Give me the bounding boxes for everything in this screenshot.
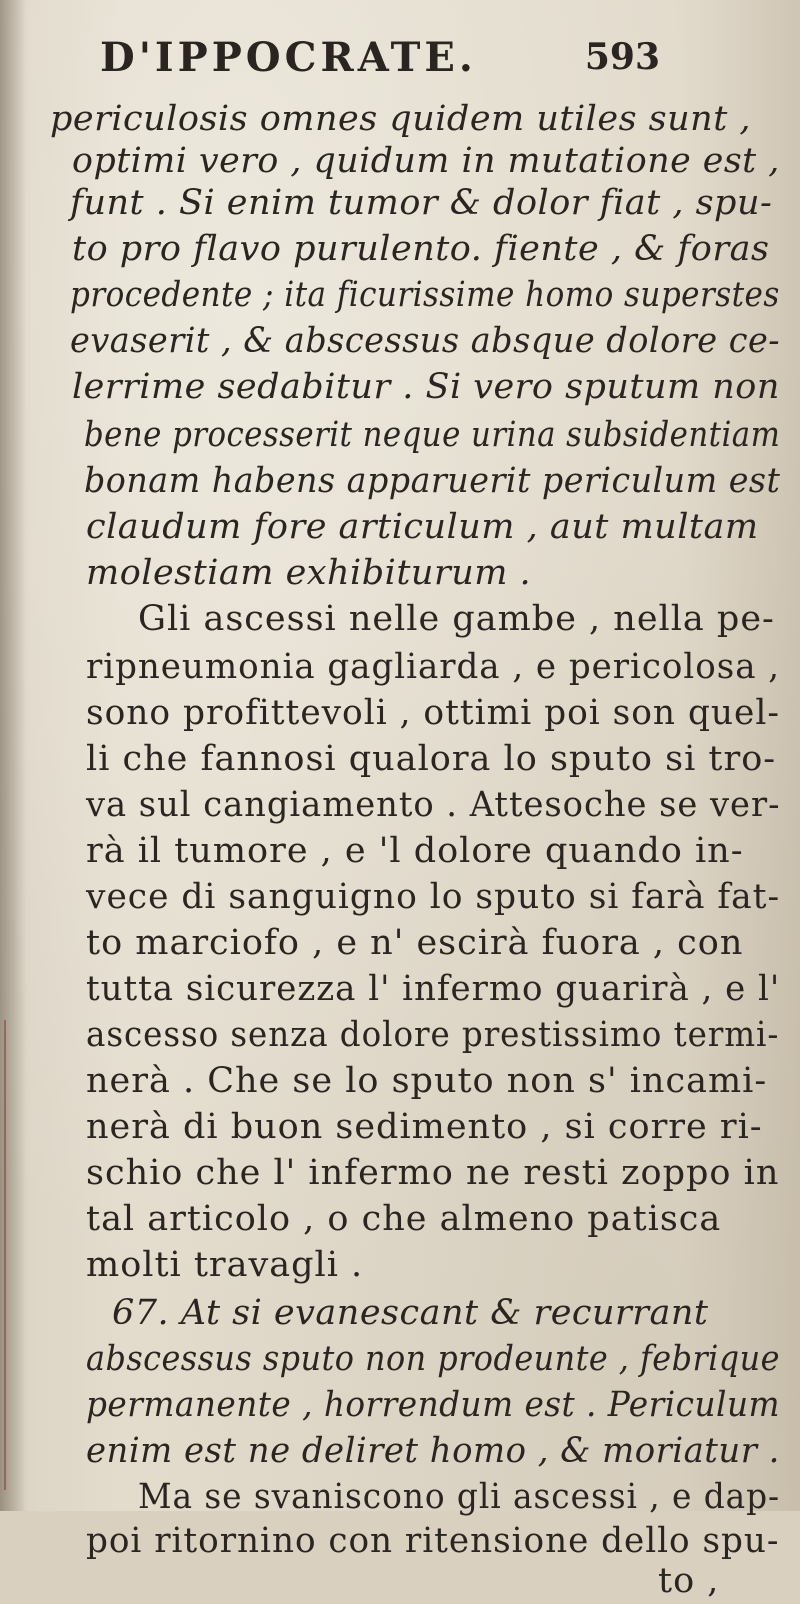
text-line: li che fannosi qualora lo sputo si tro- — [86, 739, 777, 779]
text-line: Gli ascessi nelle gambe , nella pe- — [138, 599, 775, 639]
text-line: periculosis omnes quidem utiles sunt , — [50, 99, 752, 139]
page-number: 593 — [584, 36, 660, 78]
text-line: molestiam exhibiturum . — [86, 553, 532, 593]
text-line: Ma se svaniscono gli ascessi , e dap- — [138, 1477, 781, 1517]
page-edge-mark — [4, 1020, 6, 1490]
text-line: bonam habens apparuerit periculum est — [84, 461, 781, 501]
text-line: vece di sanguigno lo sputo si farà fat- — [86, 877, 781, 917]
text-line: procedente ; ita ficurissime homo superstes — [70, 275, 780, 315]
text-line: 67. At si evanescant & recurrant — [112, 1293, 709, 1333]
text-line: to marciofo , e n' escirà fuora , con — [86, 923, 744, 963]
text-line: to pro flavo purulento. fiente , & foras — [72, 229, 770, 269]
text-line: lerrime sedabitur . Si vero sputum non — [72, 367, 780, 407]
text-line: tutta sicurezza l' infermo guarirà , e l' — [86, 969, 781, 1009]
text-line: nerà . Che se lo sputo non s' incami- — [86, 1061, 768, 1101]
text-line: permanente , horrendum est . Periculum — [86, 1385, 781, 1425]
text-line: optimi vero , quidum in mutatione est , — [72, 141, 780, 181]
text-line: tal articolo , o che almeno patisca — [86, 1199, 722, 1239]
text-line: abscessus sputo non prodeunte , febrique — [86, 1339, 780, 1379]
text-line: to , — [658, 1561, 720, 1601]
text-line: bene processerit neque urina subsidentiam — [84, 415, 781, 455]
text-line: ascesso senza dolore prestissimo termi- — [86, 1015, 780, 1055]
text-line: molti travagli . — [86, 1245, 364, 1285]
text-line: claudum fore articulum , aut multam — [86, 507, 759, 547]
text-line: enim est ne deliret homo , & moriatur . — [86, 1431, 780, 1471]
text-line: poi ritornino con ritensione dello spu- — [86, 1521, 780, 1561]
text-line: funt . Si enim tumor & dolor fiat , spu- — [70, 183, 773, 223]
text-line: rà il tumore , e 'l dolore quando in- — [86, 831, 744, 871]
text-line: va sul cangiamento . Attesoche se ver- — [86, 785, 781, 825]
text-line: ripneumonia gagliarda , e pericolosa , — [86, 647, 781, 687]
text-line: evaserit , & abscessus absque dolore ce- — [70, 321, 781, 361]
text-line: nerà di buon sedimento , si corre ri- — [86, 1107, 763, 1147]
text-line: sono profittevoli , ottimi poi son quel- — [86, 693, 780, 733]
page-header — [100, 34, 660, 90]
running-head: D'IPPOCRATE. — [100, 34, 477, 81]
text-line: schio che l' infermo ne resti zoppo in — [86, 1153, 780, 1193]
